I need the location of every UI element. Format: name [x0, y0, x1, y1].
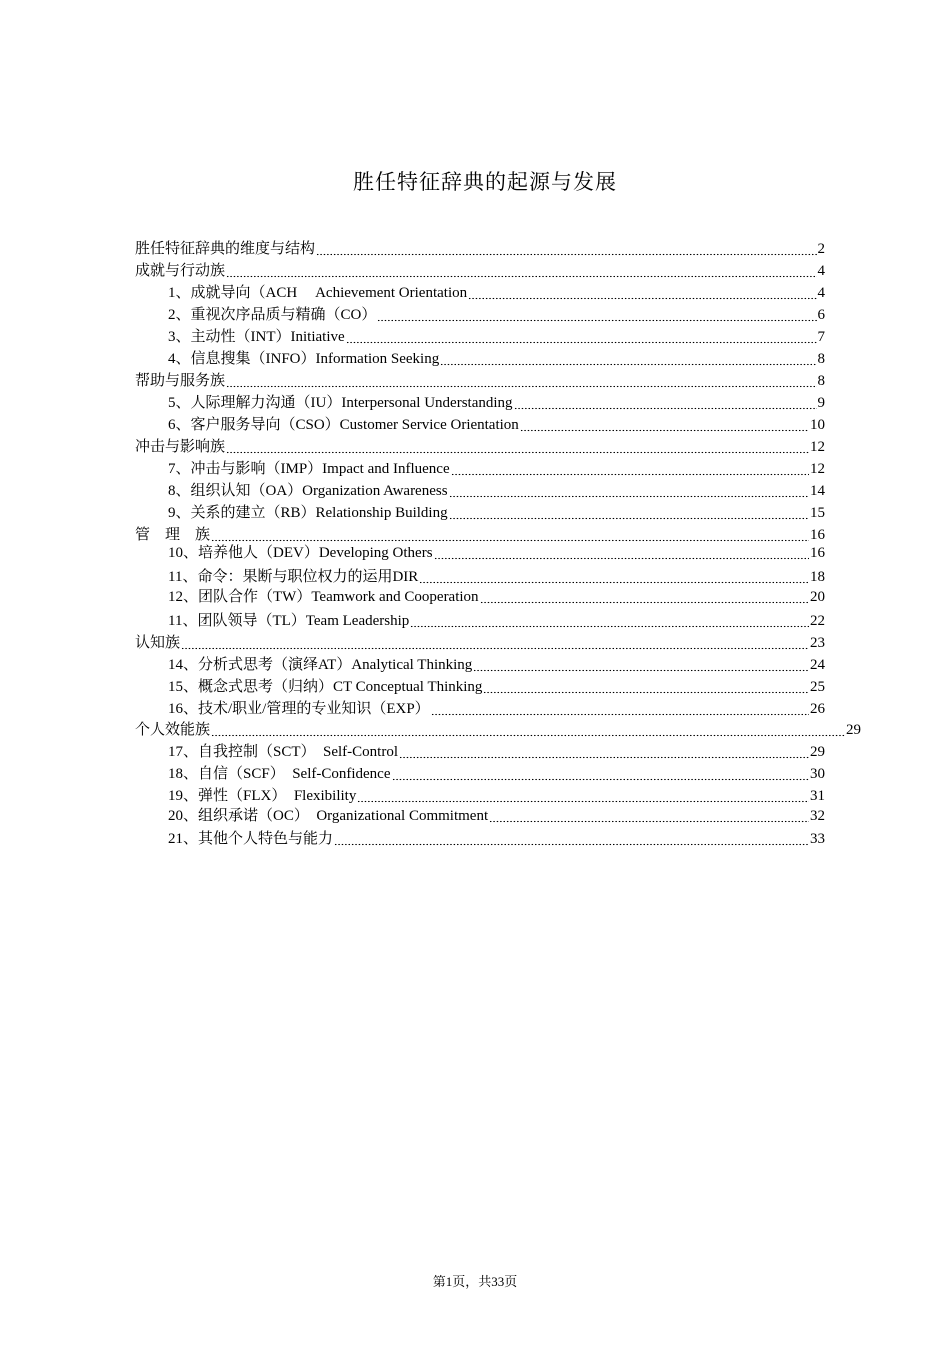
toc-entry-page-number: 29 — [846, 722, 861, 738]
toc-entry-label: 11、命令：果断与职位权力的运用DIR — [168, 569, 419, 585]
toc-entry[interactable] — [168, 458, 825, 480]
toc-entry-label: 7、冲击与影响（IMP）Impact and Influence — [168, 461, 450, 477]
toc-entry-label: 18、自信（SCF） Self-Confidence — [168, 766, 391, 782]
toc-entry-page-number: 10 — [810, 417, 825, 433]
toc-entry-page-number: 23 — [810, 635, 825, 651]
toc-entry[interactable] — [168, 348, 825, 370]
toc-dot-leader — [226, 260, 816, 280]
toc-entry-label: 16、技术/职业/管理的专业知识（EXP） — [168, 701, 430, 717]
toc-entry[interactable] — [168, 566, 825, 588]
toc-entry[interactable] — [168, 610, 825, 632]
toc-dot-leader — [419, 566, 809, 586]
toc-entry-label: 5、人际理解力沟通（IU）Interpersonal Understanding — [168, 395, 513, 411]
toc-dot-leader — [451, 458, 809, 478]
page-footer: 第1页，共33页 — [432, 1274, 518, 1289]
toc-dot-leader — [316, 238, 816, 258]
toc-dot-leader — [449, 480, 809, 500]
toc-entry-page-number: 7 — [817, 329, 825, 345]
toc-dot-leader — [181, 632, 809, 652]
toc-entry[interactable] — [135, 260, 825, 282]
toc-entry-label: 12、团队合作（TW）Teamwork and Cooperation — [168, 589, 479, 605]
toc-entry-label: 6、客户服务导向（CSO）Customer Service Orientation — [168, 417, 519, 433]
toc-entry-page-number: 24 — [810, 657, 825, 673]
toc-entry-label: 14、分析式思考（演绎AT）Analytical Thinking — [168, 657, 473, 673]
toc-entry-page-number: 32 — [810, 808, 825, 824]
toc-entry-page-number: 30 — [810, 766, 825, 782]
toc-dot-leader — [377, 304, 816, 324]
toc-dot-leader — [211, 719, 845, 739]
toc-entry-page-number: 14 — [810, 483, 825, 499]
toc-entry[interactable] — [168, 654, 825, 676]
toc-dot-leader — [410, 610, 809, 630]
toc-entry-label: 成就与行动族 — [135, 263, 226, 279]
toc-entry-page-number: 25 — [810, 679, 825, 695]
toc-entry-page-number: 29 — [810, 744, 825, 760]
toc-entry[interactable] — [168, 763, 825, 785]
toc-entry-label: 胜任特征辞典的维度与结构 — [135, 241, 316, 257]
toc-entry[interactable] — [135, 719, 861, 741]
toc-entry-label: 1、成就导向（ACH Achievement Orientation — [168, 285, 468, 301]
toc-entry-label: 8、组织认知（OA）Organization Awareness — [168, 483, 448, 499]
toc-entry-page-number: 15 — [810, 505, 825, 521]
toc-dot-leader — [483, 676, 809, 696]
toc-entry-label: 21、其他个人特色与能力 — [168, 831, 334, 847]
toc-entry[interactable] — [135, 632, 825, 654]
toc-entry-page-number: 8 — [817, 373, 825, 389]
toc-entry[interactable] — [168, 480, 825, 502]
toc-entry[interactable] — [135, 370, 825, 392]
toc-entry[interactable] — [168, 392, 825, 414]
toc-dot-leader — [431, 698, 809, 718]
toc-dot-leader — [392, 763, 810, 783]
toc-entry[interactable] — [168, 698, 825, 720]
toc-dot-leader — [440, 348, 816, 368]
toc-entry[interactable] — [168, 741, 825, 763]
toc-entry-label: 10、培养他人（DEV）Developing Others — [168, 545, 433, 561]
toc-entry-label: 15、概念式思考（归纳）CT Conceptual Thinking — [168, 679, 483, 695]
toc-dot-leader — [434, 542, 809, 562]
toc-entry-label: 9、关系的建立（RB）Relationship Building — [168, 505, 448, 521]
toc-entry-label: 17、自我控制（SCT） Self-Control — [168, 744, 399, 760]
toc-entry[interactable] — [168, 282, 825, 304]
document-title: 胜任特征辞典的起源与发展 — [353, 170, 617, 194]
toc-entry-page-number: 4 — [817, 285, 825, 301]
toc-dot-leader — [473, 654, 809, 674]
toc-entry-page-number: 4 — [817, 263, 825, 279]
toc-dot-leader — [399, 741, 809, 761]
toc-dot-leader — [520, 414, 809, 434]
toc-dot-leader — [226, 436, 809, 456]
toc-entry-page-number: 12 — [810, 439, 825, 455]
toc-dot-leader — [346, 326, 817, 346]
toc-entry-page-number: 16 — [810, 545, 825, 561]
toc-entry[interactable] — [168, 542, 825, 564]
toc-entry-label: 4、信息搜集（INFO）Information Seeking — [168, 351, 440, 367]
toc-entry[interactable] — [168, 502, 825, 524]
toc-entry[interactable] — [168, 805, 825, 827]
toc-entry-page-number: 31 — [810, 788, 825, 804]
toc-entry-page-number: 12 — [810, 461, 825, 477]
toc-entry-label: 管 理 族 — [135, 527, 211, 543]
toc-entry-page-number: 2 — [817, 241, 825, 257]
toc-dot-leader — [334, 828, 809, 848]
toc-entry[interactable] — [168, 304, 825, 326]
toc-entry-page-number: 33 — [810, 831, 825, 847]
toc-entry-label: 认知族 — [135, 635, 181, 651]
toc-entry[interactable] — [168, 586, 825, 608]
toc-entry-page-number: 16 — [810, 527, 825, 543]
toc-entry-label: 冲击与影响族 — [135, 439, 226, 455]
toc-entry-label: 20、组织承诺（OC） Organizational Commitment — [168, 808, 489, 824]
toc-dot-leader — [489, 805, 809, 825]
toc-entry-page-number: 6 — [817, 307, 825, 323]
toc-dot-leader — [449, 502, 809, 522]
toc-entry[interactable] — [135, 436, 825, 458]
toc-entry-page-number: 8 — [817, 351, 825, 367]
toc-dot-leader — [226, 370, 816, 390]
toc-entry-page-number: 18 — [810, 569, 825, 585]
toc-entry[interactable] — [168, 414, 825, 436]
toc-dot-leader — [357, 785, 809, 805]
toc-entry-label: 帮助与服务族 — [135, 373, 226, 389]
toc-entry[interactable] — [168, 326, 825, 348]
toc-entry-page-number: 22 — [810, 613, 825, 629]
toc-dot-leader — [468, 282, 816, 302]
toc-dot-leader — [211, 524, 809, 544]
toc-dot-leader — [514, 392, 817, 412]
toc-entry-page-number: 26 — [810, 701, 825, 717]
toc-entry-label: 个人效能族 — [135, 722, 211, 738]
toc-entry-label: 2、重视次序品质与精确（CO） — [168, 307, 377, 323]
toc-dot-leader — [480, 586, 809, 606]
toc-entry-label: 19、弹性（FLX） Flexibility — [168, 788, 357, 804]
toc-entry-label: 11、团队领导（TL）Team Leadership — [168, 613, 410, 629]
toc-entry-page-number: 9 — [817, 395, 825, 411]
toc-entry-label: 3、主动性（INT）Initiative — [168, 329, 345, 345]
toc-entry[interactable] — [135, 238, 825, 260]
toc-entry[interactable] — [168, 785, 825, 807]
toc-entry[interactable] — [168, 828, 825, 850]
toc-entry-page-number: 20 — [810, 589, 825, 605]
toc-entry[interactable] — [168, 676, 825, 698]
